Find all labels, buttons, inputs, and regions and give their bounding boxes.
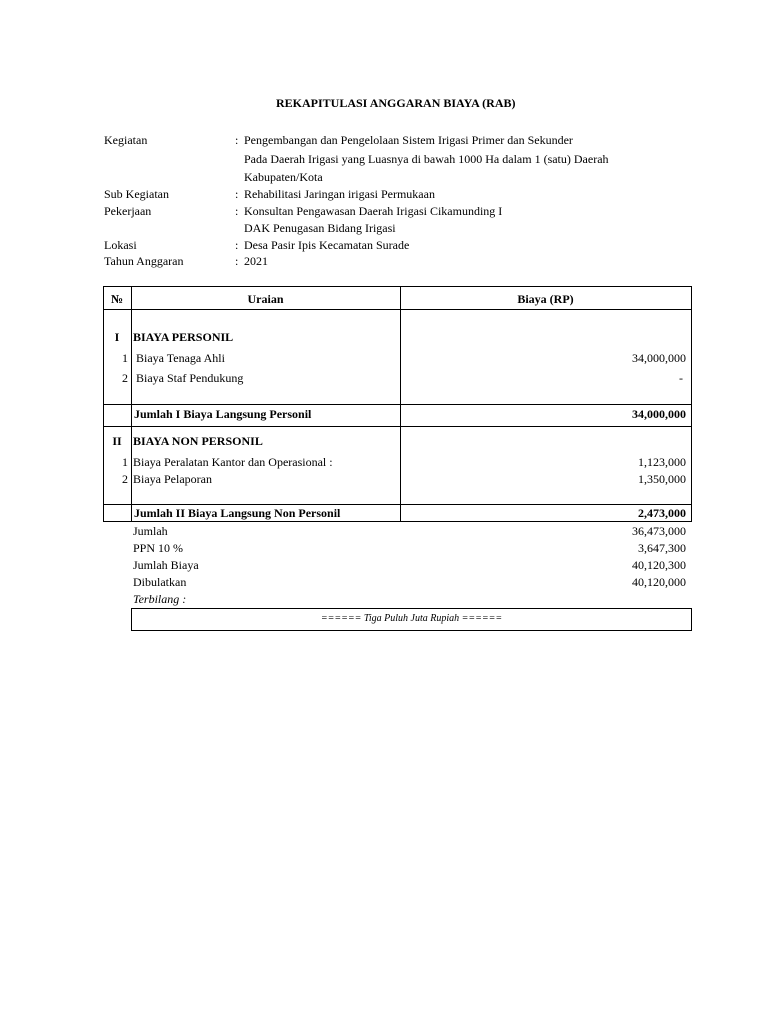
summary-jumlah-label: Jumlah (133, 524, 168, 538)
table-section1-total-top (103, 404, 692, 405)
info-label-pekerjaan: Pekerjaan (104, 204, 152, 218)
section1-item1-value: 34,000,000 (632, 351, 686, 365)
section2-total-value: 2,473,000 (638, 506, 686, 520)
info-label-tahun: Tahun Anggaran (104, 254, 184, 268)
section2-no: II (112, 434, 122, 448)
table-border-right (691, 286, 692, 522)
table-border-bottom (103, 521, 692, 522)
info-sep: : (235, 238, 239, 252)
section1-total-value: 34,000,000 (632, 407, 686, 421)
terbilang-value: ====== Tiga Puluh Juta Rupiah ====== (320, 613, 503, 624)
header-biaya: Biaya (RP) (517, 292, 574, 306)
section1-title: BIAYA PERSONIL (133, 330, 234, 344)
info-label-sub-kegiatan: Sub Kegiatan (104, 187, 169, 201)
header-no: № (110, 292, 124, 306)
terbilang-label: Terbilang : (133, 592, 187, 606)
summary-dibulatkan-value: 40,120,000 (632, 575, 686, 589)
info-value-pekerjaan-1: Konsultan Pengawasan Daerah Irigasi Cikamunding I (244, 204, 503, 218)
section1-item2-value: - (679, 371, 683, 385)
header-uraian: Uraian (247, 292, 284, 306)
info-value-lokasi: Desa Pasir Ipis Kecamatan Surade (244, 238, 410, 252)
info-value-sub-kegiatan: Rehabilitasi Jaringan irigasi Permukaan (244, 187, 435, 201)
table-section1-total-bottom (103, 426, 692, 427)
table-border-left (103, 286, 104, 522)
section1-item2-no: 2 (122, 371, 128, 385)
table-header-bottom (103, 309, 692, 310)
section2-item1-no: 1 (122, 455, 128, 469)
info-value-tahun: 2021 (244, 254, 268, 268)
section1-item1-label: Biaya Tenaga Ahli (136, 351, 225, 365)
table-col-divider-1 (131, 286, 132, 522)
section2-item2-value: 1,350,000 (638, 472, 686, 486)
section2-item1-value: 1,123,000 (638, 455, 686, 469)
section1-item1-no: 1 (122, 351, 128, 365)
info-sep: : (235, 204, 239, 218)
info-value-kegiatan-2: Pada Daerah Irigasi yang Luasnya di bawah 1000 Ha dalam 1 (satu) Daerah (244, 152, 609, 166)
info-label-kegiatan: Kegiatan (104, 133, 148, 147)
section2-item2-label: Biaya Pelaporan (133, 472, 212, 486)
table-col-divider-2 (400, 286, 401, 522)
info-sep: : (235, 133, 239, 147)
section2-total-label: Jumlah II Biaya Langsung Non Personil (134, 506, 341, 520)
info-sep: : (235, 187, 239, 201)
section2-item2-no: 2 (122, 472, 128, 486)
summary-dibulatkan-label: Dibulatkan (133, 575, 187, 589)
summary-ppn-label: PPN 10 % (133, 541, 184, 555)
summary-jumlah-biaya-label: Jumlah Biaya (133, 558, 199, 572)
summary-ppn-value: 3,647,300 (638, 541, 686, 555)
summary-jumlah-biaya-value: 40,120,300 (632, 558, 686, 572)
section1-total-label: Jumlah I Biaya Langsung Personil (134, 407, 312, 421)
info-value-pekerjaan-2: DAK Penugasan Bidang Irigasi (244, 221, 396, 235)
section1-item2-label: Biaya Staf Pendukung (136, 371, 244, 385)
document-title: REKAPITULASI ANGGARAN BIAYA (RAB) (276, 96, 516, 110)
table-border-top (103, 286, 692, 287)
section2-item1-label: Biaya Peralatan Kantor dan Operasional : (133, 455, 333, 469)
summary-jumlah-value: 36,473,000 (632, 524, 686, 538)
section1-no: I (114, 330, 120, 344)
info-label-lokasi: Lokasi (104, 238, 137, 252)
table-section2-total-top (103, 504, 692, 505)
info-sep: : (235, 254, 239, 268)
info-value-kegiatan-1: Pengembangan dan Pengelolaan Sistem Irigasi Primer dan Sekunder (244, 133, 573, 147)
section2-title: BIAYA NON PERSONIL (133, 434, 263, 448)
info-value-kegiatan-3: Kabupaten/Kota (244, 170, 323, 184)
